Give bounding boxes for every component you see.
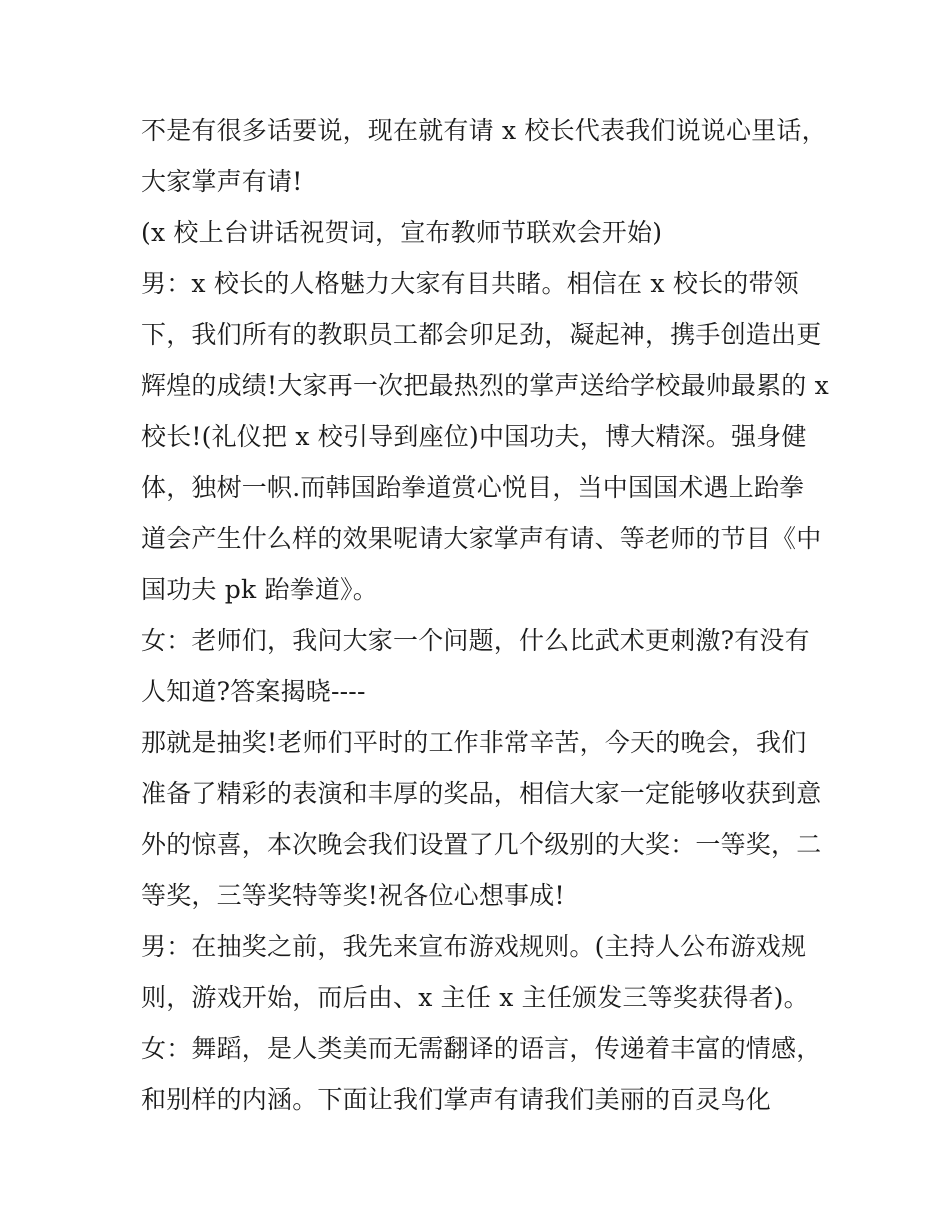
text-line: 女：老师们，我问大家一个问题，什么比武术更刺激?有没有 [141, 626, 810, 655]
text-line: 和别样的内涵。下面让我们掌声有请我们美丽的百灵鸟化 [141, 1085, 772, 1114]
text-line: (x 校上台讲话祝贺词，宣布教师节联欢会开始) [141, 218, 663, 247]
text-line: 不是有很多话要说，现在就有请 x 校长代表我们说说心里话， [141, 116, 827, 145]
text-line: 国功夫 pk 跆拳道》。 [141, 575, 378, 604]
document-body [141, 105, 829, 1125]
text-line: 人知道?答案揭晓---- [141, 677, 366, 706]
text-line: 男：x 校长的人格魅力大家有目共睹。相信在 x 校长的带领 [141, 269, 799, 298]
text-line: 女：舞蹈，是人类美而无需翻译的语言，传递着丰富的情感， [141, 1034, 822, 1063]
text-line: 那就是抽奖!老师们平时的工作非常辛苦，今天的晚会，我们 [141, 728, 807, 757]
text-line: 则，游戏开始，而后由、x 主任 x 主任颁发三等奖获得者)。 [141, 983, 809, 1012]
text-line: 准备了精彩的表演和丰厚的奖品，相信大家一定能够收获到意 [141, 779, 822, 808]
text-line: 辉煌的成绩!大家再一次把最热烈的掌声送给学校最帅最累的 x [141, 371, 829, 400]
text-line: 校长!(礼仪把 x 校引导到座位)中国功夫，博大精深。强身健 [141, 422, 807, 451]
text-line: 道会产生什么样的效果呢请大家掌声有请、等老师的节目《中 [141, 524, 822, 553]
text-line: 等奖，三等奖特等奖!祝各位心想事成! [141, 881, 565, 910]
text-line: 男：在抽奖之前，我先来宣布游戏规则。(主持人公布游戏规 [141, 932, 807, 961]
text-line: 外的惊喜，本次晚会我们设置了几个级别的大奖：一等奖，二 [141, 830, 822, 859]
text-line: 大家掌声有请! [141, 167, 303, 196]
text-line: 下，我们所有的教职员工都会卯足劲，凝起神，携手创造出更 [141, 320, 822, 349]
text-line: 体，独树一帜.而韩国跆拳道赏心悦目，当中国国术遇上跆拳 [141, 473, 805, 502]
